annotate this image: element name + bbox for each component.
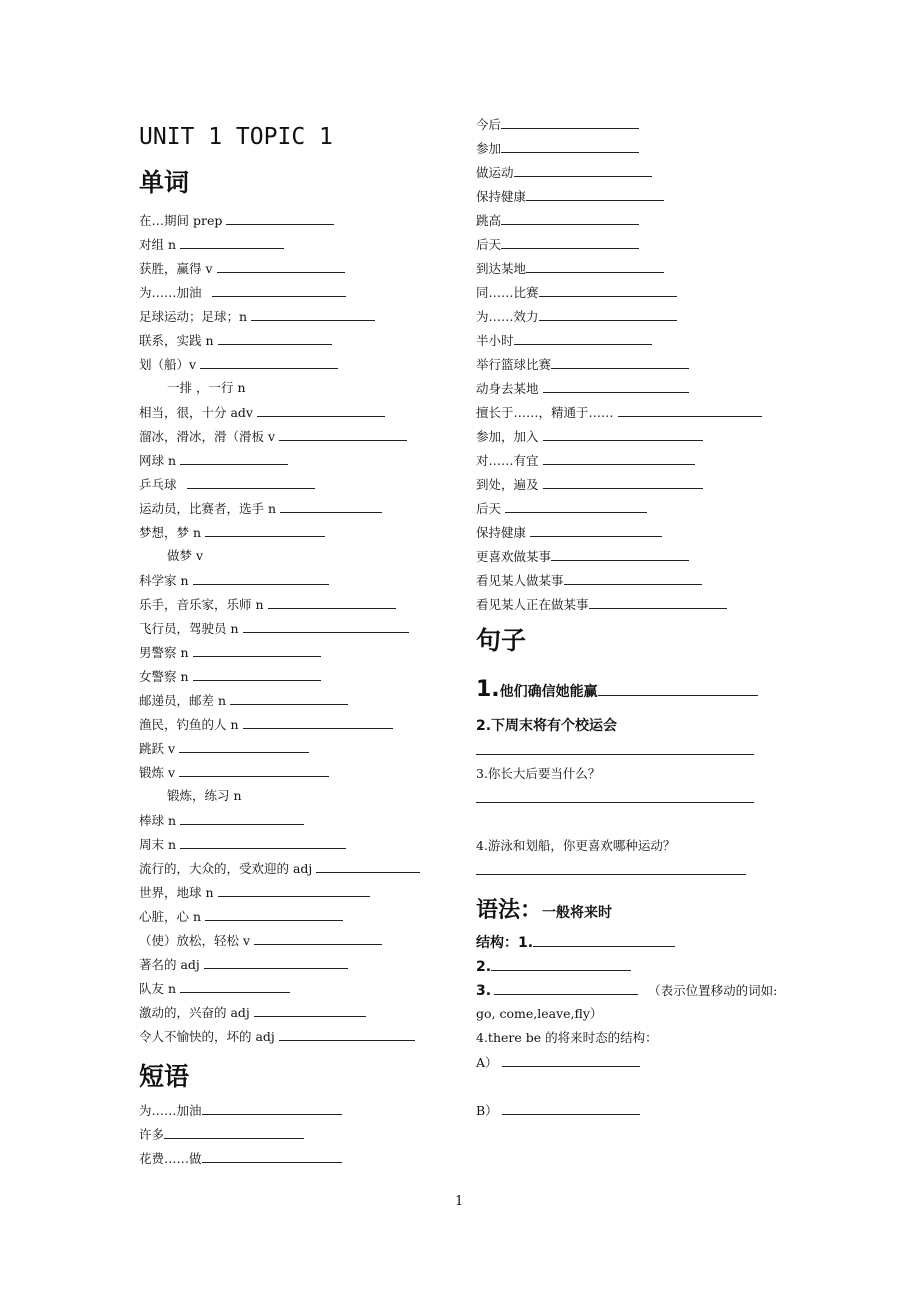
word-item: 联系，实践 n xyxy=(139,332,332,349)
phrase-item: 同……比赛 xyxy=(476,284,677,301)
sentence-3: 3.你长大后要当什么？ xyxy=(476,766,601,781)
word-item: 跳跃 v xyxy=(139,740,309,757)
answer-blank[interactable] xyxy=(202,1102,342,1115)
sentence-2: 2.下周末将有个校运会 xyxy=(476,718,618,734)
answer-blank[interactable] xyxy=(204,956,348,969)
answer-blank[interactable] xyxy=(187,476,315,489)
word-item: 一排 ，一行 n xyxy=(167,380,246,395)
word-item: 做梦 v xyxy=(167,548,204,563)
answer-blank[interactable] xyxy=(501,236,639,249)
answer-blank[interactable] xyxy=(551,548,689,561)
answer-blank[interactable] xyxy=(280,500,382,513)
phrase-item: 保持健康 xyxy=(476,188,664,205)
word-item: 在…期间 prep xyxy=(139,212,334,229)
answer-blank[interactable] xyxy=(217,260,345,273)
answer-blank[interactable] xyxy=(200,356,338,369)
word-item: 运动员，比赛者，选手 n xyxy=(139,500,382,517)
phrase-item: 跳高 xyxy=(476,212,639,229)
answer-blank[interactable] xyxy=(180,812,304,825)
word-item: 划（船）v xyxy=(139,356,338,373)
word-item: 周末 n xyxy=(139,836,346,853)
word-item: 梦想，梦 n xyxy=(139,524,325,541)
answer-blank[interactable] xyxy=(501,140,639,153)
answer-blank[interactable] xyxy=(533,934,675,947)
word-item: 邮递员，邮差 n xyxy=(139,692,348,709)
answer-blank[interactable] xyxy=(526,188,664,201)
phrase-item: 做运动 xyxy=(476,164,652,181)
grammar-option-b: B） xyxy=(476,1102,640,1119)
word-item: 获胜，赢得 v xyxy=(139,260,345,277)
grammar-structure-1: 结构：1. xyxy=(476,934,675,951)
answer-blank[interactable] xyxy=(230,692,348,705)
sentences-heading: 句子 xyxy=(476,626,527,655)
phrase-item: 到达某地 xyxy=(476,260,664,277)
answer-blank[interactable] xyxy=(589,596,727,609)
answer-blank[interactable] xyxy=(530,524,662,537)
answer-blank[interactable] xyxy=(279,1028,415,1041)
answer-blank[interactable] xyxy=(193,644,321,657)
word-item: 流行的，大众的，受欢迎的 adj xyxy=(139,860,420,877)
answer-blank[interactable] xyxy=(502,1102,640,1115)
phrase-item: 看见某人做某事 xyxy=(476,572,702,589)
answer-blank[interactable] xyxy=(539,284,677,297)
word-item: 足球运动；足球；n xyxy=(139,308,375,325)
answer-blank[interactable] xyxy=(193,572,329,585)
answer-blank[interactable] xyxy=(180,236,284,249)
phrase-item: 擅长于……，精通于…… xyxy=(476,404,762,421)
answer-blank[interactable] xyxy=(180,452,288,465)
answer-blank[interactable] xyxy=(243,716,393,729)
answer-blank[interactable] xyxy=(491,958,631,971)
phrase-item: 参加，加入 xyxy=(476,428,703,445)
answer-blank[interactable] xyxy=(251,308,375,321)
word-item: 科学家 n xyxy=(139,572,329,589)
answer-blank[interactable] xyxy=(501,212,639,225)
page-title: UNIT 1 TOPIC 1 xyxy=(139,124,333,150)
answer-blank[interactable] xyxy=(618,404,762,417)
answer-blank[interactable] xyxy=(539,308,677,321)
word-item: 男警察 n xyxy=(139,644,321,661)
word-item: 锻炼，练习 n xyxy=(167,788,242,803)
answer-line[interactable] xyxy=(476,790,754,807)
answer-blank[interactable] xyxy=(205,524,325,537)
answer-blank[interactable] xyxy=(316,860,420,873)
answer-blank[interactable] xyxy=(205,908,343,921)
answer-blank[interactable] xyxy=(243,620,409,633)
answer-line[interactable] xyxy=(476,862,746,879)
word-item: 为……加油 xyxy=(139,284,346,301)
word-item: 渔民，钓鱼的人 n xyxy=(139,716,393,733)
answer-blank[interactable] xyxy=(212,284,346,297)
word-item: 女警察 n xyxy=(139,668,321,685)
answer-blank[interactable] xyxy=(254,1004,366,1017)
answer-blank[interactable] xyxy=(257,404,385,417)
grammar-structure-3-words: go, come,leave,fly） xyxy=(476,1006,603,1021)
word-item: 网球 n xyxy=(139,452,288,469)
sentence-1: 1.他们确信她能赢 xyxy=(476,682,758,700)
answer-blank[interactable] xyxy=(494,982,638,995)
answer-blank[interactable] xyxy=(180,980,290,993)
answer-line[interactable] xyxy=(476,742,754,759)
word-item: 队友 n xyxy=(139,980,290,997)
word-item: （使）放松，轻松 v xyxy=(139,932,382,949)
answer-blank[interactable] xyxy=(502,1054,640,1067)
answer-blank[interactable] xyxy=(598,683,758,696)
phrase-item: 为……效力 xyxy=(476,308,677,325)
sentence-4: 4.游泳和划船，你更喜欢哪种运动？ xyxy=(476,838,676,853)
answer-blank[interactable] xyxy=(551,356,689,369)
phrase-item: 举行篮球比赛 xyxy=(476,356,689,373)
answer-blank[interactable] xyxy=(476,742,754,755)
phrase-item: 今后 xyxy=(476,116,639,133)
phrase-item: 花费……做 xyxy=(139,1150,342,1167)
words-heading: 单词 xyxy=(139,168,190,197)
word-item: 乒乓球 xyxy=(139,476,315,493)
grammar-option-a: A） xyxy=(476,1054,640,1071)
phrase-item: 更喜欢做某事 xyxy=(476,548,689,565)
word-item: 溜冰，滑冰，滑（滑板 v xyxy=(139,428,407,445)
answer-blank[interactable] xyxy=(193,668,321,681)
word-item: 锻炼 v xyxy=(139,764,329,781)
phrase-item: 后天 xyxy=(476,236,639,253)
grammar-heading: 语法：一般将来时 xyxy=(476,898,613,923)
word-item: 世界，地球 n xyxy=(139,884,370,901)
phrase-item: 看见某人正在做某事 xyxy=(476,596,727,613)
answer-blank[interactable] xyxy=(543,476,703,489)
grammar-structure-4: 4.there be 的将来时态的结构： xyxy=(476,1030,658,1045)
answer-blank[interactable] xyxy=(218,884,370,897)
word-item: 乐手，音乐家，乐师 n xyxy=(139,596,396,613)
word-item: 著名的 adj xyxy=(139,956,348,973)
phrase-item: 参加 xyxy=(476,140,639,157)
phrase-item: 许多 xyxy=(139,1126,304,1143)
word-item: 对组 n xyxy=(139,236,284,253)
answer-blank[interactable] xyxy=(543,428,703,441)
answer-blank[interactable] xyxy=(226,212,334,225)
answer-blank[interactable] xyxy=(476,790,754,803)
phrase-item: 保持健康 xyxy=(476,524,662,541)
answer-blank[interactable] xyxy=(514,164,652,177)
answer-blank[interactable] xyxy=(514,332,652,345)
phrase-item: 到处，遍及 xyxy=(476,476,703,493)
answer-blank[interactable] xyxy=(564,572,702,585)
answer-blank[interactable] xyxy=(543,380,689,393)
answer-blank[interactable] xyxy=(218,332,332,345)
answer-blank[interactable] xyxy=(180,836,346,849)
answer-blank[interactable] xyxy=(254,932,382,945)
phrases-heading: 短语 xyxy=(139,1062,190,1091)
word-item: 心脏，心 n xyxy=(139,908,343,925)
answer-blank[interactable] xyxy=(179,740,309,753)
word-item: 令人不愉快的，坏的 adj xyxy=(139,1028,415,1045)
word-item: 相当，很，十分 adv xyxy=(139,404,385,421)
answer-blank[interactable] xyxy=(476,862,746,875)
word-item: 飞行员，驾驶员 n xyxy=(139,620,409,637)
answer-blank[interactable] xyxy=(202,1150,342,1163)
phrase-item: 后天 xyxy=(476,500,647,517)
answer-blank[interactable] xyxy=(268,596,396,609)
answer-blank[interactable] xyxy=(179,764,329,777)
grammar-structure-3: 3. （表示位置移动的词如: xyxy=(476,983,778,999)
answer-blank[interactable] xyxy=(526,260,664,273)
answer-blank[interactable] xyxy=(543,452,695,465)
word-item: 激动的，兴奋的 adj xyxy=(139,1004,366,1021)
answer-blank[interactable] xyxy=(164,1126,304,1139)
phrase-item: 为……加油 xyxy=(139,1102,342,1119)
phrase-item: 对……有宜 xyxy=(476,452,695,469)
phrase-item: 动身去某地 xyxy=(476,380,689,397)
page-number: 1 xyxy=(455,1194,464,1209)
answer-blank[interactable] xyxy=(501,116,639,129)
grammar-structure-2: 2. xyxy=(476,958,631,975)
answer-blank[interactable] xyxy=(279,428,407,441)
word-item: 棒球 n xyxy=(139,812,304,829)
phrase-item: 半小时 xyxy=(476,332,652,349)
answer-blank[interactable] xyxy=(505,500,647,513)
